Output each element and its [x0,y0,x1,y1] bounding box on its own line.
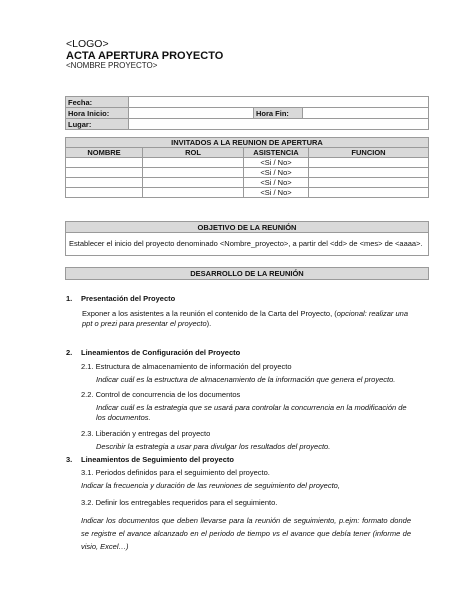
section-1-text-c: ). [206,319,212,328]
logo-placeholder: <LOGO> [66,38,109,50]
subsection-2-2-desc: Indicar cuál es la estrategia que se usará para controlar la concurrencia en la modificación de los documentos. [96,403,407,422]
hora-inicio-label: Hora Inicio: [66,108,129,119]
guests-title: INVITADOS A LA REUNION DE APERTURA [66,138,429,148]
objective-text: Establecer el inicio del proyecto denominado <Nombre_proyecto>, a partir del <dd> de <mes> de <aaaa>. [66,233,429,256]
hora-fin-label: Hora Fin: [254,108,303,119]
development-table [65,267,429,280]
nombre-cell[interactable] [66,168,143,178]
asistencia-cell[interactable]: <Si / No> [244,168,309,178]
section-2-title: Lineamientos de Configuración del Proyecto [81,348,241,357]
rol-cell[interactable] [143,168,244,178]
meeting-info-table [65,96,429,130]
rol-cell[interactable] [143,188,244,198]
section-1-text-b: opcional: realizar una ppt o prezi para presentar el proyecto [82,309,409,328]
section-2-number: 2. [66,348,73,357]
hora-fin-value[interactable] [303,108,429,119]
funcion-cell[interactable] [309,158,429,168]
table-row [66,178,429,188]
nombre-cell[interactable] [66,178,143,188]
document-title: ACTA APERTURA PROYECTO [66,50,224,62]
project-name-placeholder: <NOMBRE PROYECTO> [66,61,158,70]
section-1-title: Presentación del Proyecto [81,294,176,303]
subsection-2-1-desc: Indicar cuál es la estructura de almacenamiento de la información que genera el proyecto. [96,375,396,384]
subsection-2-1: 2.1. Estructura de almacenamiento de información del proyecto [81,362,292,371]
fecha-value[interactable] [129,97,429,108]
section-1-text [82,309,412,329]
section-1-text-a: Exponer a los asistentes a la reunión el contenido de la Carta del Proyecto, ( [82,309,337,318]
objective-title: OBJETIVO DE LA REUNIÓN [66,222,429,233]
funcion-cell[interactable] [309,178,429,188]
table-row [66,158,429,168]
col-funcion: FUNCION [309,148,429,158]
section-3-title: Lineamientos de Seguimiento del proyecto [81,455,234,464]
table-row [66,168,429,178]
asistencia-cell[interactable]: <Si / No> [244,158,309,168]
lugar-value[interactable] [129,119,429,130]
table-row [66,188,429,198]
subsection-3-2: 3.2. Definir los entregables requeridos para el seguimiento. [81,498,278,507]
fecha-label: Fecha: [66,97,129,108]
col-rol: ROL [143,148,244,158]
rol-cell[interactable] [143,178,244,188]
subsection-2-2: 2.2. Control de concurrencia de los documentos [81,390,241,399]
subsection-3-1: 3.1. Periodos definidos para el seguimiento del proyecto. [81,468,270,477]
development-title: DESARROLLO DE LA REUNIÓN [66,268,429,280]
subsection-2-3: 2.3. Liberación y entregas del proyecto [81,429,211,438]
col-nombre: NOMBRE [66,148,143,158]
section-1-number: 1. [66,294,73,303]
funcion-cell[interactable] [309,168,429,178]
subsection-3-1-desc: Indicar la frecuencia y duración de las reuniones de seguimiento del proyecto, [81,481,340,490]
funcion-cell[interactable] [309,188,429,198]
hora-inicio-value[interactable] [129,108,254,119]
guests-table [65,137,429,198]
nombre-cell[interactable] [66,158,143,168]
objective-table [65,221,429,256]
lugar-label: Lugar: [66,119,129,130]
col-asistencia: ASISTENCIA [244,148,309,158]
subsection-2-3-desc: Describir la estrategia a usar para divulgar los resultados del proyecto. [96,442,331,451]
nombre-cell[interactable] [66,188,143,198]
rol-cell[interactable] [143,158,244,168]
asistencia-cell[interactable]: <Si / No> [244,178,309,188]
subsection-3-2-desc: Indicar los documentos que deben llevarse para la reunión de seguimiento, p.ejm: formato donde se registre el avance alcanzado en el periodo de tiempo vs el avance que debía tener (informe de visio, Excel…) [81,516,411,551]
section-3-number: 3. [66,455,73,464]
asistencia-cell[interactable]: <Si / No> [244,188,309,198]
